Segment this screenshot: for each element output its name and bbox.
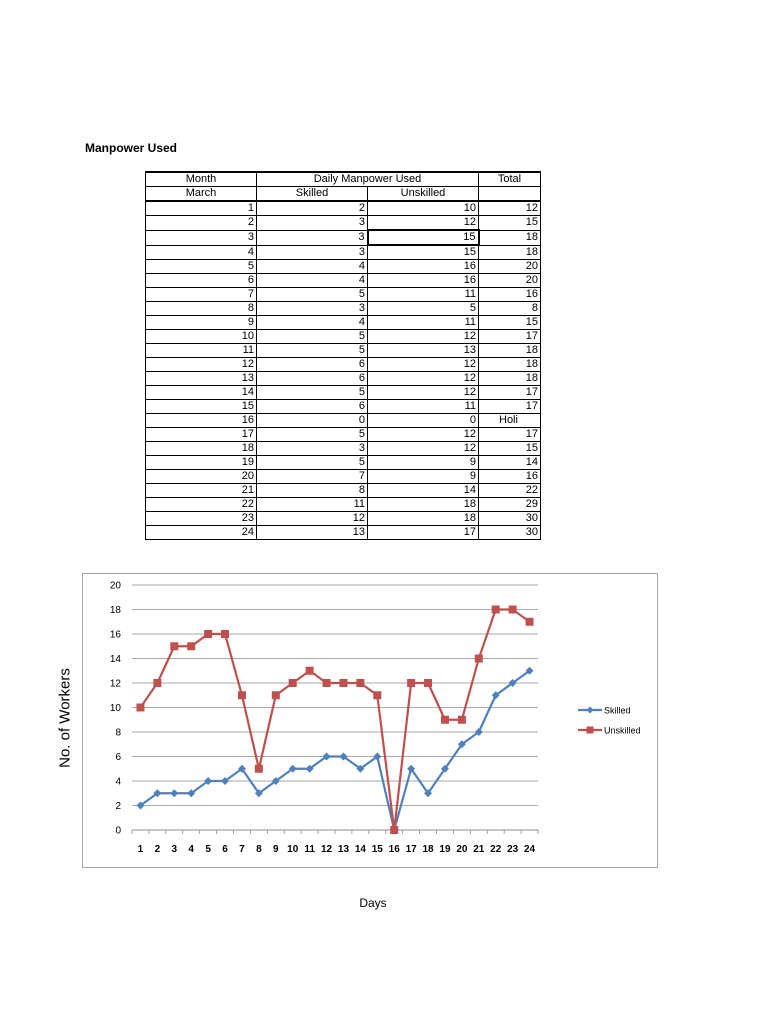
x-tick-label: 7 (239, 844, 245, 855)
header-total: Total (479, 172, 541, 187)
total-cell: 20 (479, 260, 541, 274)
legend-unskilled-marker (587, 727, 594, 734)
unskilled-cell: 18 (368, 498, 479, 512)
unskilled-point (458, 716, 466, 724)
y-tick-label: 14 (109, 654, 121, 665)
unskilled-point (407, 679, 415, 687)
total-cell: 18 (479, 372, 541, 386)
day-cell: 22 (146, 498, 257, 512)
unskilled-point (475, 655, 483, 663)
day-cell: 19 (146, 456, 257, 470)
x-tick-label: 10 (287, 844, 299, 855)
unskilled-cell: 0 (368, 414, 479, 428)
unskilled-cell: 16 (368, 274, 479, 288)
day-cell: 3 (146, 230, 257, 245)
y-tick-label: 10 (109, 703, 121, 714)
y-tick-label: 20 (109, 580, 121, 592)
day-cell: 15 (146, 400, 257, 414)
unskilled-point (323, 679, 331, 687)
skilled-cell: 6 (257, 400, 368, 414)
unskilled-cell: 10 (368, 201, 479, 216)
total-cell: 15 (479, 316, 541, 330)
y-tick-label: 16 (109, 629, 121, 641)
unskilled-point (441, 716, 449, 724)
unskilled-point (153, 679, 161, 687)
skilled-cell: 5 (257, 330, 368, 344)
total-cell: 14 (479, 456, 541, 470)
skilled-cell: 7 (257, 470, 368, 484)
x-tick-label: 2 (154, 844, 161, 855)
x-tick-label: 8 (256, 844, 262, 855)
unskilled-cell: 12 (368, 372, 479, 386)
page-title: Manpower Used (85, 141, 178, 155)
x-tick-label: 4 (188, 844, 194, 855)
skilled-cell: 4 (257, 316, 368, 330)
header-march: March (146, 187, 257, 202)
day-cell: 10 (146, 330, 257, 344)
skilled-cell: 4 (257, 260, 368, 274)
day-cell: 2 (146, 216, 257, 231)
unskilled-cell: 13 (368, 344, 479, 358)
x-tick-label: 23 (507, 844, 519, 855)
y-tick-label: 8 (115, 727, 121, 739)
x-tick-label: 20 (456, 844, 468, 855)
unskilled-cell: 12 (368, 442, 479, 456)
unskilled-point (390, 826, 398, 834)
total-cell: 15 (479, 216, 541, 231)
day-cell: 5 (146, 260, 257, 274)
x-tick-label: 12 (320, 844, 333, 855)
unskilled-cell: 12 (368, 330, 479, 344)
day-cell: 21 (146, 484, 257, 498)
unskilled-cell: 17 (368, 526, 479, 540)
x-tick-label: 16 (388, 844, 400, 855)
total-cell: 16 (479, 470, 541, 484)
skilled-cell: 11 (257, 498, 368, 512)
unskilled-cell: 15 (368, 245, 479, 260)
day-cell: 4 (146, 245, 257, 260)
legend-unskilled-label: Unskilled (604, 725, 641, 736)
unskilled-cell: 12 (368, 428, 479, 442)
header-unskilled: Unskilled (368, 187, 479, 202)
legend-skilled-label: Skilled (604, 705, 631, 716)
y-axis-label: No. of Workers (56, 668, 74, 768)
skilled-series-line (140, 671, 529, 830)
day-cell: 24 (146, 526, 257, 540)
day-cell: 18 (146, 442, 257, 456)
unskilled-point (289, 679, 297, 687)
unskilled-cell: 9 (368, 470, 479, 484)
x-tick-label: 11 (304, 844, 315, 855)
total-cell: 15 (479, 442, 541, 456)
skilled-cell: 6 (257, 358, 368, 372)
unskilled-point (424, 679, 432, 687)
skilled-cell: 5 (257, 428, 368, 442)
unskilled-point (170, 642, 178, 650)
unskilled-point (373, 691, 381, 699)
unskilled-point (221, 630, 229, 638)
total-cell: 18 (479, 358, 541, 372)
x-tick-label: 13 (337, 844, 350, 855)
unskilled-cell: 11 (368, 316, 479, 330)
total-cell: 30 (479, 512, 541, 526)
unskilled-point (509, 606, 517, 614)
total-cell: 18 (479, 245, 541, 260)
total-cell: 22 (479, 484, 541, 498)
x-tick-label: 3 (171, 844, 178, 855)
unskilled-point (339, 679, 347, 687)
x-tick-label: 22 (490, 844, 502, 855)
total-cell: 20 (479, 274, 541, 288)
unskilled-point (306, 667, 314, 675)
skilled-cell: 3 (257, 230, 368, 245)
total-cell: 16 (479, 288, 541, 302)
skilled-cell: 3 (257, 216, 368, 231)
skilled-cell: 13 (257, 526, 368, 540)
unskilled-point (255, 765, 263, 773)
unskilled-cell: 18 (368, 512, 479, 526)
total-cell: 18 (479, 230, 541, 245)
skilled-point (170, 789, 178, 797)
x-tick-label: 19 (439, 844, 451, 855)
total-cell: 17 (479, 330, 541, 344)
total-cell: 30 (479, 526, 541, 540)
day-cell: 9 (146, 316, 257, 330)
x-tick-label: 5 (205, 844, 211, 855)
x-tick-label: 6 (222, 844, 228, 855)
day-cell: 11 (146, 344, 257, 358)
x-tick-label: 24 (523, 844, 536, 855)
day-cell: 23 (146, 512, 257, 526)
skilled-cell: 4 (257, 274, 368, 288)
total-cell: 29 (479, 498, 541, 512)
x-tick-label: 14 (354, 844, 366, 855)
header-month: Month (146, 172, 257, 187)
day-cell: 12 (146, 358, 257, 372)
unskilled-cell: 14 (368, 484, 479, 498)
unskilled-cell: 12 (368, 358, 479, 372)
y-tick-label: 18 (109, 605, 121, 616)
unskilled-point (187, 642, 195, 650)
header-daily-manpower: Daily Manpower Used (257, 172, 479, 187)
skilled-cell: 12 (257, 512, 368, 526)
skilled-cell: 5 (257, 288, 368, 302)
unskilled-cell: 11 (368, 288, 479, 302)
y-tick-label: 6 (115, 752, 121, 763)
day-cell: 20 (146, 470, 257, 484)
total-cell: Holi (479, 414, 541, 428)
x-tick-label: 21 (473, 844, 485, 855)
unskilled-series-line (140, 610, 529, 831)
unskilled-point (526, 618, 534, 626)
day-cell: 13 (146, 372, 257, 386)
y-tick-label: 2 (115, 801, 121, 812)
y-tick-label: 12 (109, 678, 121, 690)
day-cell: 14 (146, 386, 257, 400)
x-tick-label: 1 (137, 844, 144, 855)
day-cell: 1 (146, 201, 257, 216)
unskilled-point (492, 606, 500, 614)
total-cell: 17 (479, 386, 541, 400)
unskilled-cell: 15 (368, 230, 479, 245)
total-cell: 17 (479, 428, 541, 442)
unskilled-point (272, 691, 280, 699)
skilled-cell: 8 (257, 484, 368, 498)
y-tick-label: 4 (115, 776, 121, 788)
unskilled-point (356, 679, 364, 687)
unskilled-cell: 9 (368, 456, 479, 470)
day-cell: 17 (146, 428, 257, 442)
x-tick-label: 15 (371, 844, 383, 855)
unskilled-cell: 12 (368, 386, 479, 400)
unskilled-cell: 11 (368, 400, 479, 414)
y-tick-label: 0 (115, 825, 121, 837)
total-cell: 8 (479, 302, 541, 316)
skilled-cell: 5 (257, 456, 368, 470)
header-skilled: Skilled (257, 187, 368, 202)
total-cell: 17 (479, 400, 541, 414)
skilled-cell: 5 (257, 344, 368, 358)
day-cell: 8 (146, 302, 257, 316)
x-tick-label: 9 (273, 844, 279, 855)
skilled-cell: 0 (257, 414, 368, 428)
unskilled-cell: 12 (368, 216, 479, 231)
skilled-cell: 3 (257, 245, 368, 260)
day-cell: 6 (146, 274, 257, 288)
day-cell: 16 (146, 414, 257, 428)
skilled-cell: 3 (257, 302, 368, 316)
skilled-cell: 2 (257, 201, 368, 216)
x-tick-label: 17 (405, 844, 417, 855)
unskilled-point (204, 630, 212, 638)
legend-skilled-marker (587, 707, 594, 714)
skilled-cell: 5 (257, 386, 368, 400)
unskilled-point (136, 704, 144, 712)
total-cell: 18 (479, 344, 541, 358)
total-cell: 12 (479, 201, 541, 216)
day-cell: 7 (146, 288, 257, 302)
unskilled-cell: 5 (368, 302, 479, 316)
x-tick-label: 18 (422, 844, 434, 855)
skilled-cell: 3 (257, 442, 368, 456)
skilled-cell: 6 (257, 372, 368, 386)
x-axis-label: Days (359, 896, 387, 910)
unskilled-point (238, 691, 246, 699)
unskilled-cell: 16 (368, 260, 479, 274)
